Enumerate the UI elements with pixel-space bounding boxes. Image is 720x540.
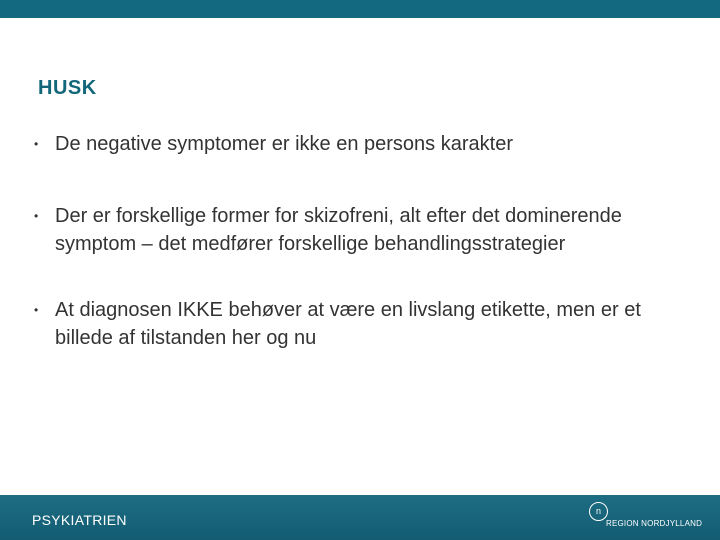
top-accent-bar	[0, 0, 720, 18]
region-nordjylland-logo	[589, 501, 714, 531]
bullet-marker: •	[34, 303, 39, 317]
footer-bar	[0, 495, 720, 540]
psykiatrien-logo-text: PSYKIATRIEN	[32, 512, 127, 528]
bullet-item	[34, 296, 674, 352]
bullet-item	[34, 202, 674, 258]
region-nordjylland-text: REGION NORDJYLLAND	[606, 519, 703, 528]
bullet-item	[34, 130, 674, 158]
slide-title: HUSK	[38, 77, 97, 99]
region-logo-icon: n	[589, 502, 608, 521]
bullet-marker: •	[34, 137, 39, 151]
bullet-text: Der er forskellige former for skizofreni, alt efter det dominerende symptom – det medfører forskellige behandlingsstrategier	[55, 205, 622, 255]
bullet-text: De negative symptomer er ikke en persons karakter	[55, 133, 513, 155]
bullet-list	[34, 130, 674, 352]
bullet-marker: •	[34, 209, 39, 223]
bullet-text: At diagnosen IKKE behøver at være en livslang etikette, men er et billede af tilstanden her og nu	[55, 299, 641, 349]
